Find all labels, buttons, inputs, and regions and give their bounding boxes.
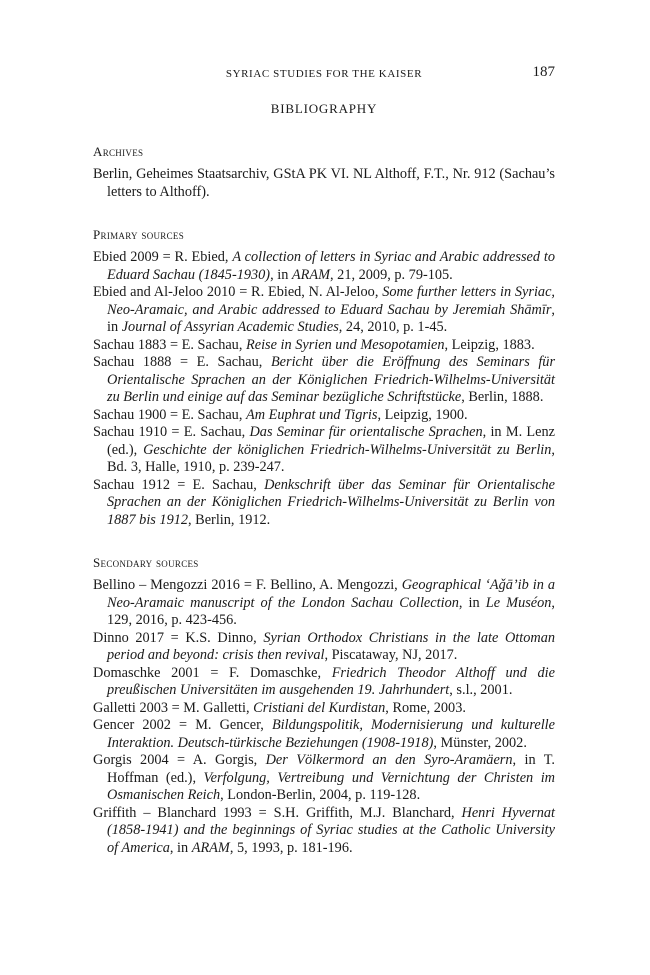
entry-text: Sachau 1910 = E. Sachau, [93,424,250,440]
bibliography-entry [93,424,555,477]
entry-text: Galletti 2003 = M. Galletti, [93,699,254,716]
entry-text: , Leipzig, 1900. [377,406,468,423]
page-number: 187 [532,64,555,80]
bibliography-entry [93,337,555,355]
entry-text: , 21, 2009, p. 79-105. [330,266,453,283]
section-title: Secondary sources [93,555,199,570]
entry-title-text: ARAM [291,266,331,283]
entry-text: , Berlin, 1912. [188,511,271,528]
bibliography-entry [93,284,555,337]
entry-text: , in T. Hoffman (ed.), [107,752,555,786]
entry-text: , Rome, 2003. [385,699,466,716]
entry-text: , Münster, 2002. [433,734,527,751]
entry-text: , Leipzig, 1883. [444,336,535,353]
bibliography-entry [93,630,555,665]
entry-title-text: Geschichte der königlichen Friedrich-Wilhelms-Universität zu Berlin [143,441,552,458]
entry-title-text: Le Muséon [485,594,552,611]
entry-text: , Piscataway, NJ, 2017. [324,647,458,663]
section-title: Primary sources [93,227,185,242]
bibliography-entry [93,577,555,630]
entry-text: Domaschke 2001 = F. Domaschke, [93,664,332,681]
bibliography-entry [93,407,555,425]
entry-text: , in M. Lenz (ed.), [107,424,555,458]
bibliography-section [93,226,555,529]
entry-text: , Berlin, 1888. [461,389,544,405]
bibliography-entry [93,665,555,700]
entry-text: , 5, 1993, p. 181-196. [229,839,353,856]
entry-title-text: Denkschrift über das Seminar für Orientalische Sprachen an der Königlichen Friedrich-Wilhelms-Universität zu Berlin von 1887 bis 1912 [107,476,555,528]
running-title: SYRIAC STUDIES FOR THE KAISER [225,68,423,80]
entry-title-text: Der Völkermord an den Syro-Aramäern [265,752,513,768]
entry-title-text: Some further letters in Syriac, Neo-Aramaic, and Arabic addressed to Eduard Sachau by Jeremiah Shāmīr [107,284,555,318]
entry-text: Dinno 2017 = K.S. Dinno, [93,629,264,646]
bibliography-entry [93,354,555,407]
entry-title-text: Reise in Syrien und Mesopotamien [245,336,445,353]
entry-title-text: A collection of letters in Syriac and Arabic addressed to Eduard Sachau (1845-1930) [107,249,555,283]
entry-text: , 24, 2010, p. 1-45. [338,319,448,335]
bibliography-entry [93,752,555,805]
entry-text: , 129, 2016, p. 423-456. [107,594,555,628]
entry-text: Gencer 2002 = M. Gencer, [93,717,272,733]
entry-text: , in [270,266,292,283]
entry-text: , in [107,301,555,335]
entry-text: Ebied 2009 = R. Ebied, [93,249,233,265]
bibliography-entry [93,700,555,718]
entry-title-text: Friedrich Theodor Althoff und die preußischen Universitäten im ausgehenden 19. Jahrhundert [107,664,555,698]
entry-text: , in [458,594,486,611]
entry-title-text: Cristiani del Kurdistan [253,699,386,716]
entry-text: Berlin, Geheimes Staatsarchiv, GStA PK VI. NL Althoff, F.T., Nr. 912 (Sachau’s letters to Althoff). [93,166,555,200]
entry-title-text: Syrian Orthodox Christians in the late Ottoman period and beyond: crisis then revival [107,629,555,663]
entry-text: Sachau 1900 = E. Sachau, [93,406,246,423]
entry-title-text: Verfolgung, Vertreibung und Vernichtung der Christen im Osmanischen Reich [107,769,555,803]
entry-text: , s.l., 2001. [449,682,513,698]
entry-text: Sachau 1912 = E. Sachau, [93,476,265,493]
entry-title-text: Geographical ‘Aǧā’ib in a Neo-Aramaic manuscript of the London Sachau Collection [107,577,555,611]
entry-text: Sachau 1883 = E. Sachau, [93,336,246,353]
bibliography-body [93,143,555,857]
page-heading: BIBLIOGRAPHY [270,101,378,116]
entry-text: Sachau 1888 = E. Sachau, [93,354,271,370]
entry-text: Griffith – Blanchard 1993 = S.H. Griffith, M.J. Blanchard, [93,804,462,821]
bibliography-entry [93,717,555,752]
entry-text: , Bd. 3, Halle, 1910, p. 239-247. [107,441,555,475]
bibliography-entry [93,805,555,858]
bibliography-entry [93,166,555,201]
entry-text: Ebied and Al-Jeloo 2010 = R. Ebied, N. Al-Jeloo, [93,284,383,300]
bibliography-entry [93,249,555,284]
entry-title-text: Bericht über die Eröffnung des Seminars für Orientalische Sprachen an der Königlichen Friedrich-Wilhelms-Universität zu Berlin und einige auf das Seminar bezügliche Schriftstücke [107,354,556,405]
entry-text: Bellino – Mengozzi 2016 = F. Bellino, A. Mengozzi, [93,577,402,593]
bibliography-section [93,554,555,857]
entry-title-text: Henri Hyvernat (1858-1941) and the beginnings of Syriac studies at the Catholic University of America [107,804,555,856]
bibliography-entry [93,477,555,530]
entry-title-text: Bildungspolitik, Modernisierung und kulturelle Interaktion. Deutsch-türkische Beziehungen (1908-1918) [107,717,555,751]
entry-text: , in [169,839,192,856]
entry-text: , London-Berlin, 2004, p. 119-128. [220,787,421,803]
entry-title-text: Das Seminar für orientalische Sprachen [249,424,483,440]
entry-title-text: ARAM [191,839,230,856]
entry-title-text: Journal of Assyrian Academic Studies [121,319,339,335]
running-header [93,64,555,86]
entry-text: Gorgis 2004 = A. Gorgis, [93,752,266,768]
entry-title-text: Am Euphrat und Tigris [245,406,378,423]
bibliography-section [93,143,555,201]
section-title: Archives [93,144,144,159]
